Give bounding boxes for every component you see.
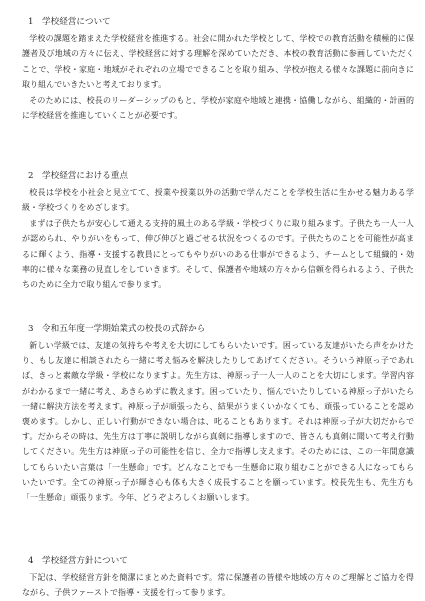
section-paragraph: 学校の課題を踏まえた学校経営を推進する。社会に開かれた学校として、学校での教育活動を積極的に保護者及び地域の方々に伝え、学校経営に対する理解を深めていただき、本校の教育活動に参画していただくことで、学校・家庭・地域がそれぞれの立場でできることを取り組み、学校が抱える様々な課題に前向きに取り組んでいきたいと考えております。 (22, 34, 414, 90)
section-principal-address (22, 323, 414, 505)
section-paragraph: 校長は学校を小社会と見立てて、授業や授業以外の活動で学んだことを学校生活に生かせる魅力ある学級・学校づくりをめざします。 (22, 188, 414, 213)
section-heading: 2 学校経営における重点 (28, 171, 128, 181)
section-management-policy (22, 555, 414, 601)
section-paragraph: そのためには、校長のリーダーシップのもと、学校が家庭や地域と連携・協働しながら、組織的・計画的に学校経営を推進していくことが必要です。 (22, 95, 414, 121)
section-heading: 3 令和五年度一学期始業式の校長の式辞から (28, 324, 206, 334)
section-paragraph: まずは子供たちが安心して通える支持的風土のある学級・学校づくりに取り組みます。子供たち一人一人が認められ、やりがいをもって、伸び伸びと過ごせる状況をつくるのです。子供たちのことを可能性が高まるに輝くよう、指導・支援する教員にとってもやりがいのある仕事ができるよう、チームとして組織的・効率的に様々な業務の見直しをしていきます。そして、保護者や地域の方々から信頼を得られるよう、子供たちのために全力で取り組んで参ります。 (22, 218, 414, 290)
section-paragraph: 下記は、学校経営方針を簡潔にまとめた資料です。常に保護者の皆様や地域の方々のご理解とご協力を得ながら、子供ファーストで指導・支援を行って参ります。 (22, 573, 414, 598)
section-priorities (22, 170, 414, 293)
section-heading: 1 学校経営について (28, 17, 111, 27)
section-school-management (22, 16, 414, 123)
section-paragraph: 新しい学級では、友達の気持ちや考えを大切にしてもらいたいです。困っている友達がいたら声をかけたり、もし友達に相談されたら一緒に考え悩みを解決したりしてあげてください。そういう神原っ子であれば、きっと素敵な学級・学校になりますよ。先生方は、神原っ子一人一人のことを大切にします。学習内容がわかるまで一緒に考え、あきらめずに教えます。困っていたり、悩んでいたりしている神原っ子がいたら一緒に解決方法を考えます。神原っ子が頑張ったら、結果がうまくいかなくても、頑張っていることを認め褒めます。しかし、正しい行動ができない場合は、叱ることもあります。それは神原っ子が大切だからです。だからその時は、先生方は丁寧に説明しながら真剣に指導しますので、皆さんも真剣に聞いて考え行動してください。先生方は神原っ子の可能性を信じ、全力で指導し支えます。そのためには、この一年間意識してもらいたい言葉は「一生懸命」です。どんなことでも一生懸命に取り組むことができる人になってもらいたいです。全ての神原っ子が輝き心も体も大きく成長することを願っています。校長先生も、先生方も「一生懸命」頑張ります。今年、どうぞよろしくお願いします。 (22, 341, 414, 503)
section-heading: 4 学校経営方針について (28, 556, 128, 566)
